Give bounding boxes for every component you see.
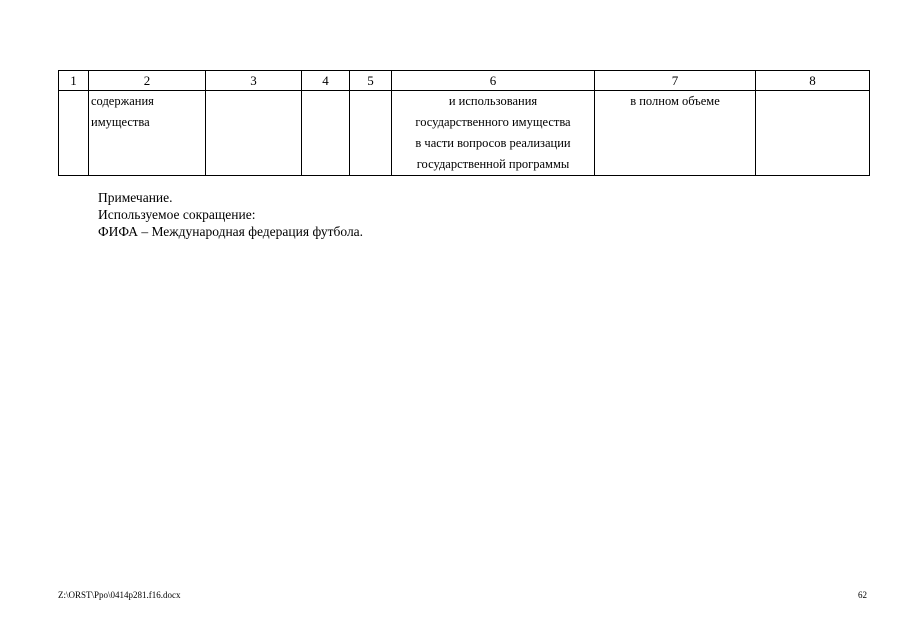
table-header-cell: 2 [89,71,206,91]
note-title: Примечание. [98,190,173,205]
cell-text-line: государственного имущества [415,115,571,129]
table-cell-col3 [206,91,302,176]
table-header-cell: 3 [206,71,302,91]
cell-text-line: государственной программы [416,157,570,171]
note-abbreviation-heading: Используемое сокращение: [98,207,256,222]
table-cell-col8 [756,91,870,176]
note-block [98,189,363,240]
table-cell-col4 [302,91,350,176]
document-table [58,70,870,176]
table-header-cell: 6 [392,71,595,91]
cell-text-line: содержания [91,94,154,108]
table-header-cell: 8 [756,71,870,91]
table-header-cell: 5 [350,71,392,91]
cell-text-line: и использования [448,94,538,108]
table-cell-col5 [350,91,392,176]
table-cell-col7 [595,91,756,176]
table-header-cell: 7 [595,71,756,91]
cell-text-line: имущества [91,115,150,129]
table-cell-col1 [59,91,89,176]
cell-text-line: в полном объеме [630,94,720,108]
table-header-cell: 1 [59,71,89,91]
cell-text-line: в части вопросов реализации [415,136,571,150]
table-cell-col2 [89,91,206,176]
table-header-cell: 4 [302,71,350,91]
table-header-row [59,71,870,91]
table-row [59,91,870,176]
footer-file-path: Z:\ORST\Ppo\0414p281.f16.docx [58,590,181,600]
table-cell-col6 [392,91,595,176]
note-abbreviation-line: ФИФА – Международная федерация футбола. [98,224,364,239]
footer-page-number: 62 [858,590,867,600]
